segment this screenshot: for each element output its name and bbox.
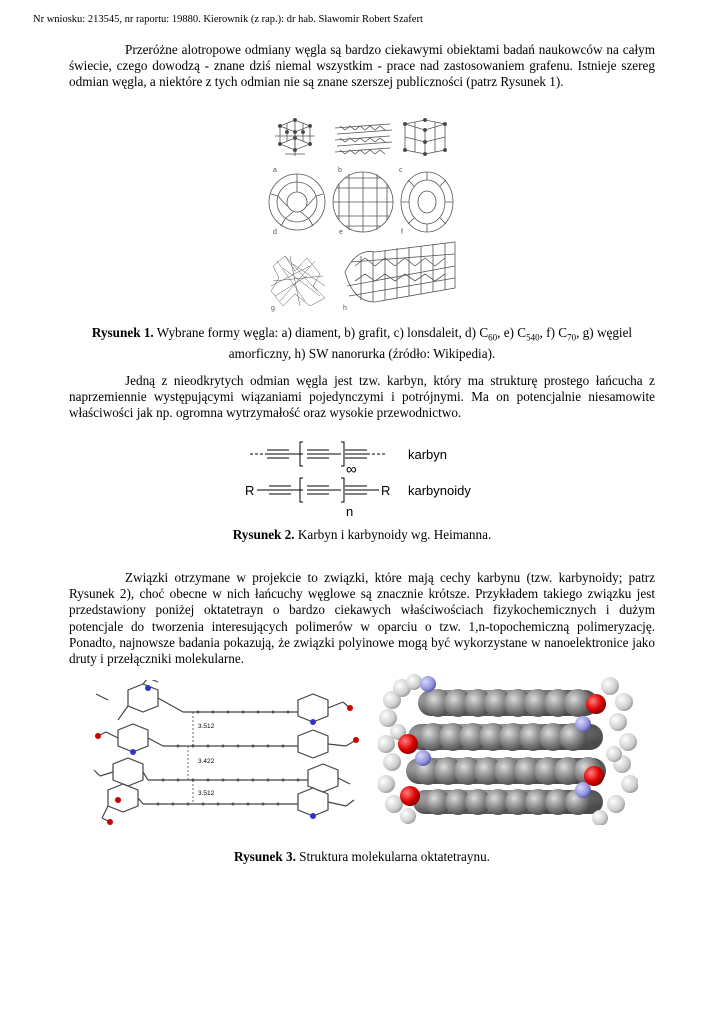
space-filling-model-figure [378, 672, 638, 825]
label-karbyn: karbyn [408, 447, 448, 462]
r-group-right: R [381, 483, 391, 498]
fig1-label-f: f [401, 229, 403, 236]
figure1-caption-text-c: , f) C [539, 325, 568, 340]
figure1-caption-text-b: , e) C [497, 325, 527, 340]
c70-structure [401, 172, 453, 232]
distance-label-1: 3.512 [198, 723, 215, 730]
fig1-label-e: e [339, 229, 343, 236]
figure1-caption-label: Rysunek 1. [91, 325, 154, 340]
fig1-label-d: d [273, 229, 277, 236]
figure2-caption-label: Rysunek 2. [232, 527, 295, 542]
page-header: Nr wniosku: 213545, nr raportu: 19880. Kierownik (z rap.): dr hab. Sławomir Robert Szafert [33, 14, 423, 25]
fig1-label-g: g [271, 305, 275, 312]
figure1-caption-sub1: 60 [488, 332, 498, 343]
figure2-caption [69, 527, 655, 543]
figure3-caption-text: Struktura molekularna oktatetraynu. [295, 849, 490, 864]
amorphous-carbon-structure [271, 256, 325, 306]
karbyn-structure-figure [245, 436, 490, 520]
distance-label-3: 3.512 [198, 790, 215, 797]
intro-paragraph: Przeróżne alotropowe odmiany węgla są bardzo ciekawymi obiektami badań naukowców na całym świecie, czego dowodzą - znane dziś niemal wszystkim - prace nad zastosowaniem grafenu. Istnieje szereg odmian węgla, a niektóre z tych odmian nie są znane szerszej publiczności (patrz Rysunek 1). [69, 42, 655, 90]
lonsdaleite-structure [403, 118, 446, 155]
karbyn-paragraph: Jedną z nieodkrytych odmian węgla jest tzw. karbyn, który ma strukturę prostego łańcucha z naprzemiennie występującymi wiązaniami pojedynczymi i potrójnymi. Ma on potencjalnie niesamowite właściwości jak np. ogromna wytrzymałość oraz wysokie przewodnictwo. [69, 373, 655, 421]
carbon-allotropes-figure [265, 116, 460, 318]
fig1-label-c: c [399, 167, 403, 174]
figure3-caption [69, 849, 655, 865]
distance-label-2: 3.422 [198, 758, 215, 765]
nanotube-structure [345, 242, 455, 302]
fig1-label-a: a [273, 167, 277, 174]
figure1-caption-text-d: , g) węgiel amorficzny, h) SW nanorurka (źródło: Wikipedia). [228, 325, 633, 361]
diamond-structure [275, 118, 315, 156]
fig1-label-h: h [343, 305, 347, 312]
fig1-label-b: b [338, 167, 342, 174]
r-group-left: R [245, 483, 255, 498]
c540-structure [333, 172, 393, 232]
graphite-structure [335, 124, 392, 154]
compounds-paragraph: Związki otrzymane w projekcie to związki, które mają cechy karbynu (tzw. karbynoidy; patrz Rysunek 2), choć obecne w nich łańcuchy węglowe są znacznie krótsze. Przykładem takiego związku jest przedstawiony poniżej oktatetrayn o bardzo ciekawych właściwościach fizykochemicznych i dużym potencjale do tworzenia interesujących polimerów w oparciu o tzw. 1,n-topochemiczną polimeryzację. Ponadto, najnowsze badania pokazują, że związki polyinowe mogą być wykorzystane w nanoelektronice jako druty i przełączniki molekularne. [69, 570, 655, 667]
crystal-packing-figure [88, 680, 363, 825]
figure3-caption-label: Rysunek 3. [234, 849, 296, 864]
infinity-symbol: ∞ [346, 461, 357, 478]
label-karbynoidy: karbynoidy [408, 483, 471, 498]
c60-structure [269, 174, 325, 230]
figure1-caption-sub2: 540 [526, 332, 540, 343]
figure1-caption-text-a: Wybrane formy węgla: a) diament, b) grafit, c) lonsdaleit, d) C [153, 325, 489, 340]
subscript-n: n [346, 504, 354, 519]
figure1-caption-sub3: 70 [567, 332, 577, 343]
figure2-caption-text: Karbyn i karbynoidy wg. Heimanna. [294, 527, 492, 542]
figure1-caption [69, 325, 655, 362]
